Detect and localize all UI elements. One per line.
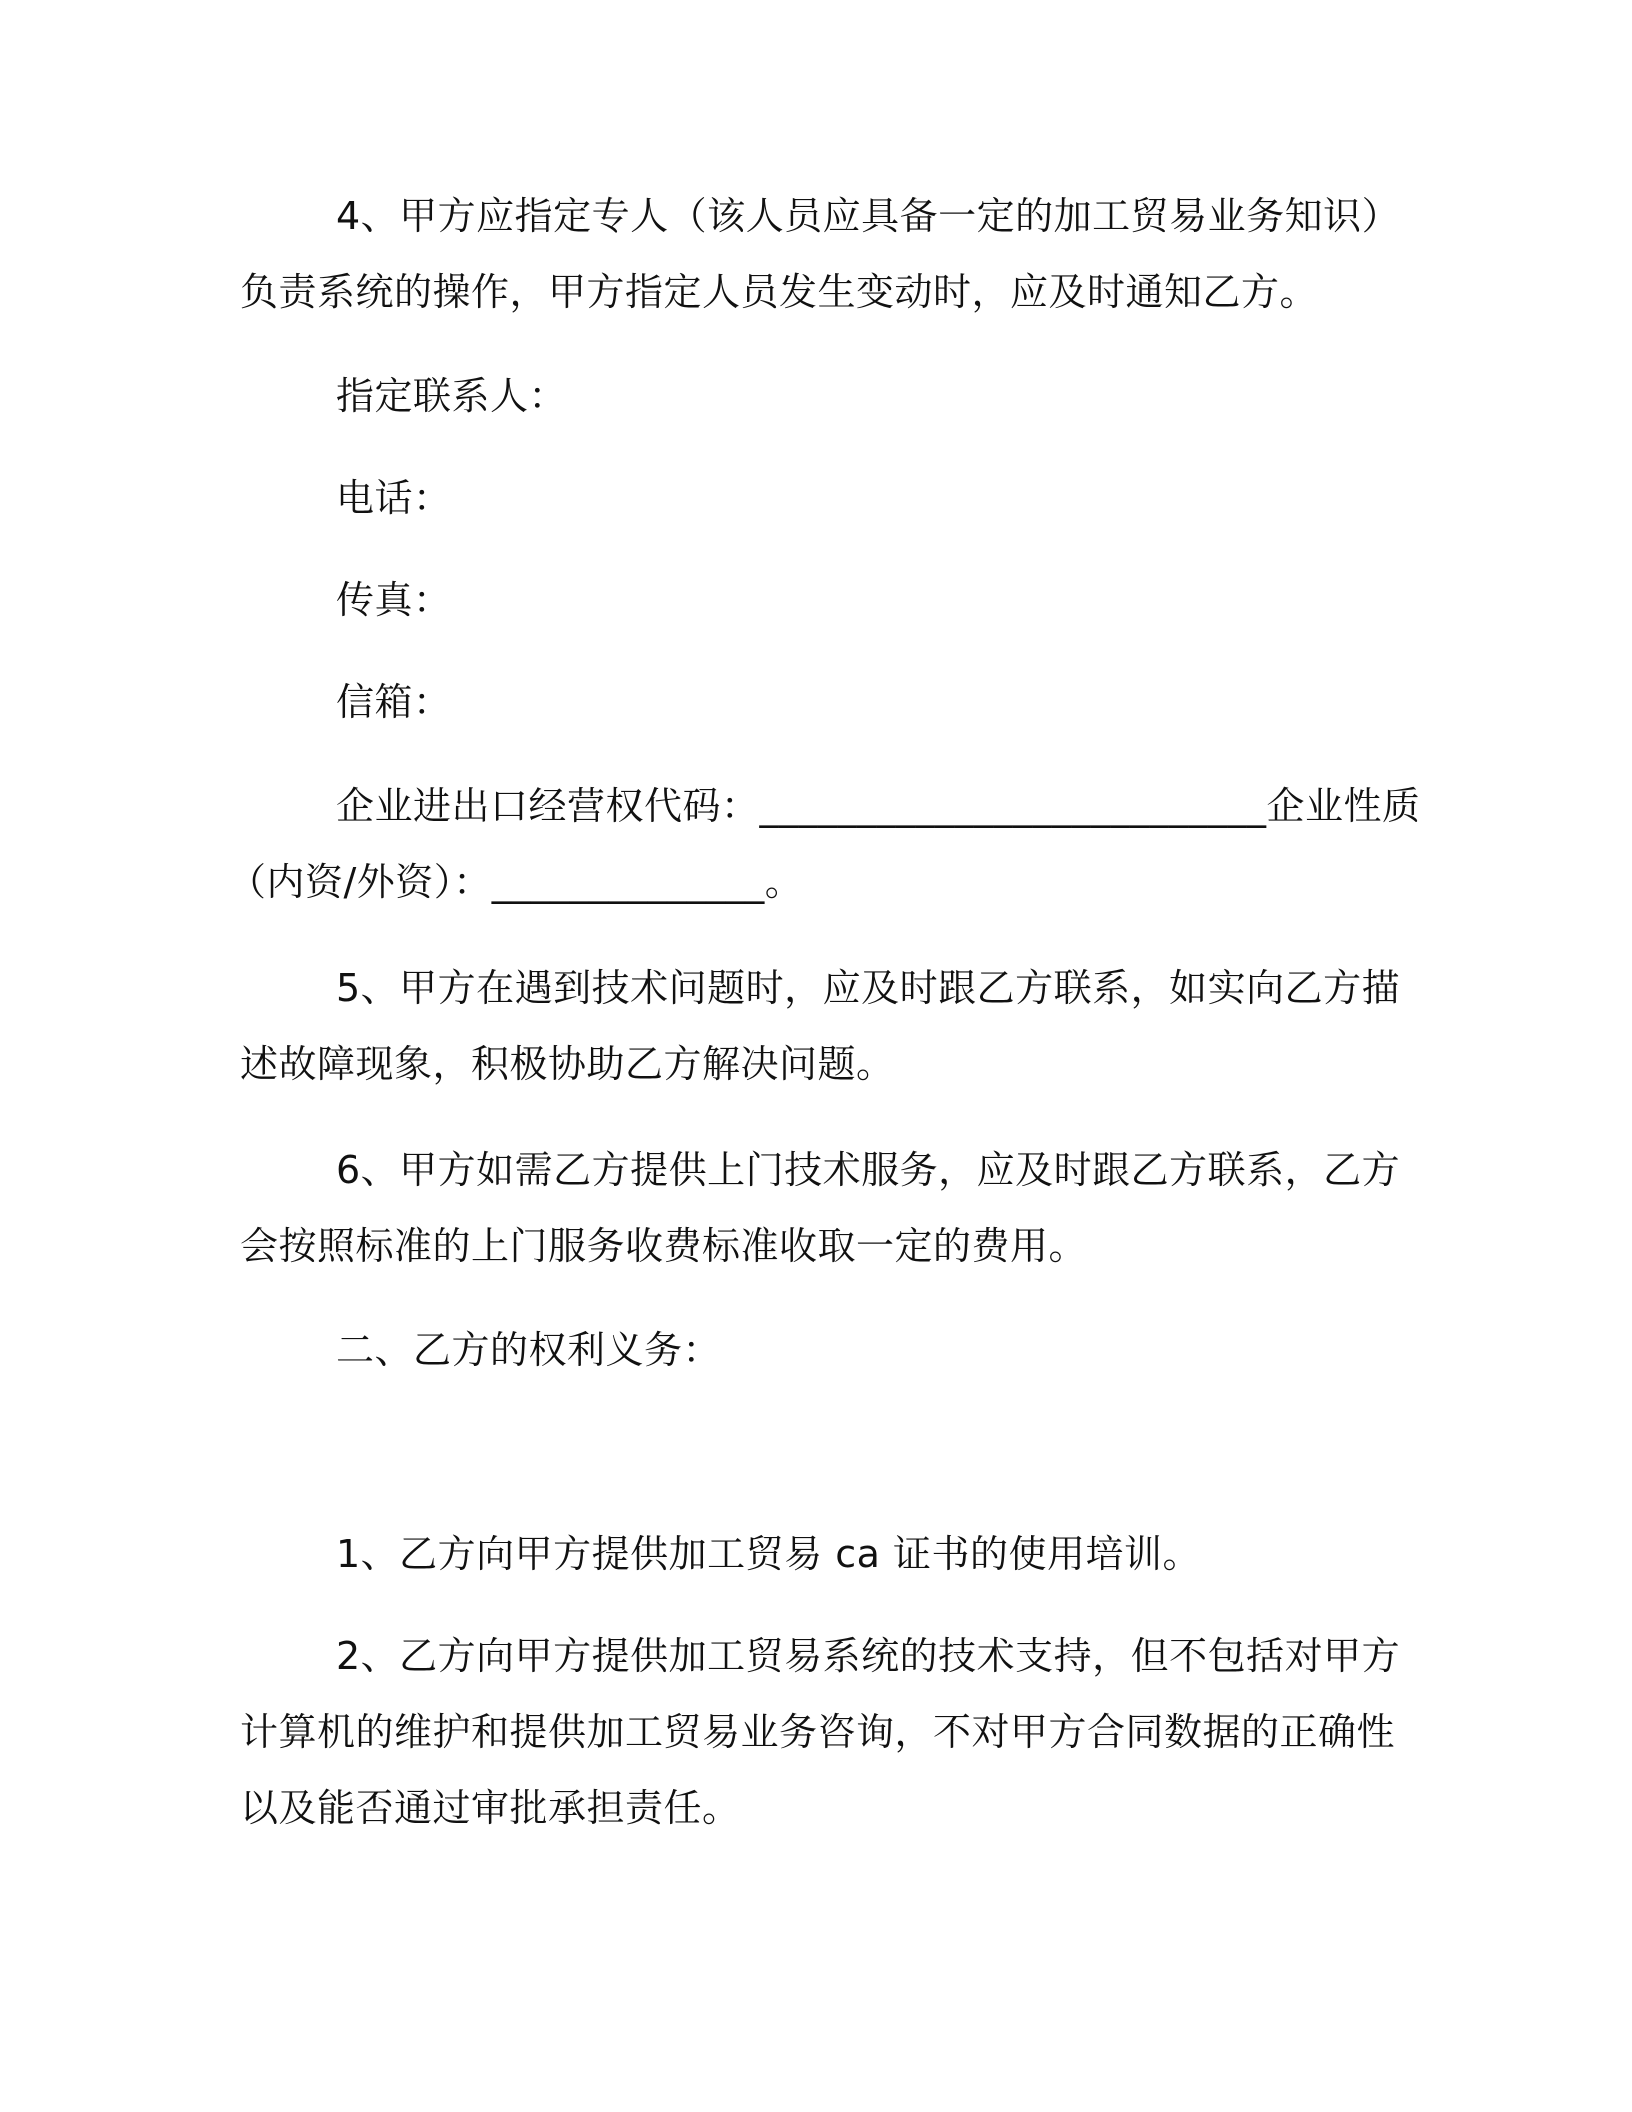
- paragraph-line: （内资/外资）：______________。: [228, 860, 804, 904]
- paragraph-line: 计算机的维护和提供加工贸易业务咨询，不对甲方合同数据的正确性: [240, 1710, 1396, 1754]
- enterprise-code-field: [228, 768, 1421, 920]
- contact-field: [240, 358, 1410, 434]
- paragraph-line: 述故障现象，积极协助乙方解决问题。: [240, 1042, 895, 1086]
- contact-label: 指定联系人：: [336, 374, 568, 418]
- paragraph-a6: [240, 1132, 1410, 1284]
- paragraph-a4: [240, 178, 1410, 330]
- section-heading: 二、乙方的权利义务：: [336, 1328, 722, 1372]
- paragraph-line: 以及能否通过审批承担责任。: [240, 1786, 741, 1830]
- paragraph-line: 企业进出口经营权代码：__________________________企业性质: [336, 784, 1421, 828]
- paragraph-b2: [240, 1618, 1410, 1846]
- paragraph-line: 2、乙方向甲方提供加工贸易系统的技术支持，但不包括对甲方: [336, 1634, 1401, 1678]
- email-label: 信箱：: [336, 680, 452, 724]
- paragraph-a5: [240, 950, 1410, 1102]
- paragraph-line: 会按照标准的上门服务收费标准收取一定的费用。: [240, 1224, 1088, 1268]
- paragraph-line: 1、乙方向甲方提供加工贸易 ca 证书的使用培训。: [336, 1532, 1202, 1576]
- section-heading-2: [240, 1312, 1410, 1388]
- email-field: [240, 664, 1410, 740]
- paragraph-b1: [240, 1516, 1410, 1592]
- paragraph-line: 4、甲方应指定专人（该人员应具备一定的加工贸易业务知识）: [336, 194, 1401, 238]
- paragraph-line: 6、甲方如需乙方提供上门技术服务，应及时跟乙方联系，乙方: [336, 1148, 1401, 1192]
- fax-field: [240, 562, 1410, 638]
- fax-label: 传真：: [336, 578, 452, 622]
- paragraph-line: 5、甲方在遇到技术问题时，应及时跟乙方联系，如实向乙方描: [336, 966, 1401, 1010]
- phone-label: 电话：: [336, 476, 452, 520]
- phone-field: [240, 460, 1410, 536]
- paragraph-line: 负责系统的操作，甲方指定人员发生变动时，应及时通知乙方。: [240, 270, 1319, 314]
